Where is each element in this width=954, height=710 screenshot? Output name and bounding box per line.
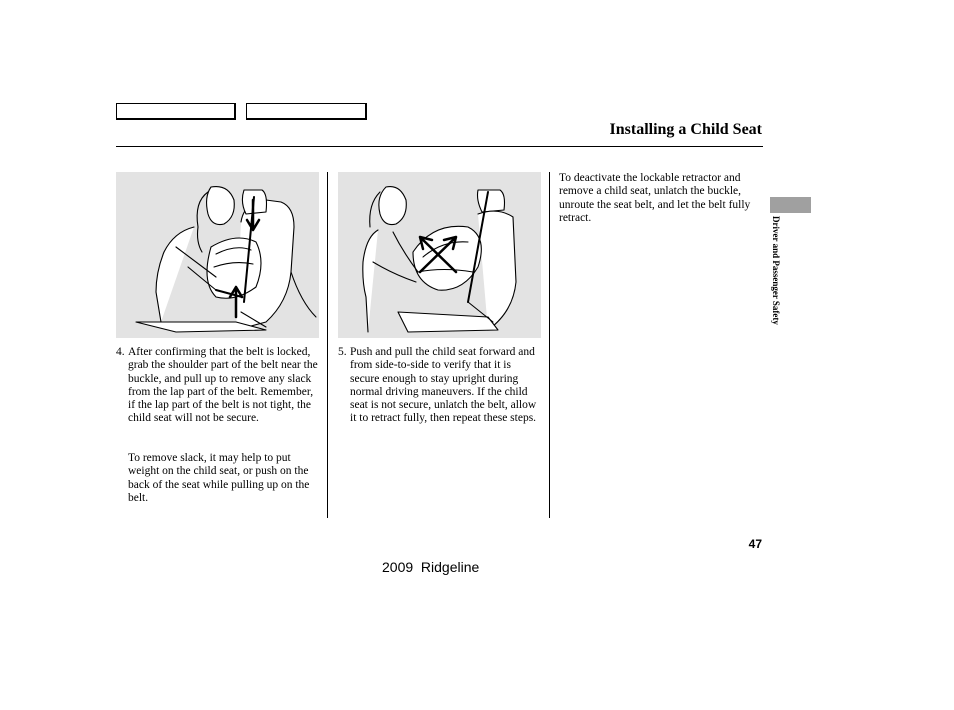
nav-button-next[interactable] [246, 103, 367, 120]
step-text: Push and pull the child seat forward and from side-to-side to verify that it is secure enough to stay upright during normal driving maneuvers. If the child seat is not secure, unlatch the belt, allow it to retract fully, then repeat these steps. [350, 346, 537, 425]
footer-model: 2009 Ridgeline [382, 559, 480, 575]
section-tab[interactable] [770, 197, 811, 213]
page-title: Installing a Child Seat [609, 121, 762, 138]
woman-pushing-seat-illustration [338, 172, 541, 338]
step-text: After confirming that the belt is locked, grab the shoulder part of the belt near the buckle, and pull up to remove any slack from the lap part of the belt. Remember, if the lap part of the belt is not tight, the child seat will not be secure. [128, 346, 318, 425]
deactivate-note: To deactivate the lockable retractor and remove a child seat, unlatch the buckle, unroute the seat belt, and let the belt fully retract. [559, 172, 751, 224]
step-number: 5. [338, 346, 347, 358]
step-item [116, 346, 320, 426]
column-divider [327, 172, 328, 518]
page-number: 47 [748, 537, 762, 551]
step-item [338, 346, 542, 426]
nav-button-previous[interactable] [116, 103, 236, 120]
header-rule [116, 146, 763, 147]
section-label: Driver and Passenger Safety [771, 216, 781, 325]
woman-pulling-belt-illustration [116, 172, 319, 338]
step-number: 4. [116, 346, 125, 358]
column-divider [549, 172, 550, 518]
slack-note: To remove slack, it may help to put weight on the child seat, or push on the back of the seat while pulling up on the belt. [128, 452, 310, 504]
